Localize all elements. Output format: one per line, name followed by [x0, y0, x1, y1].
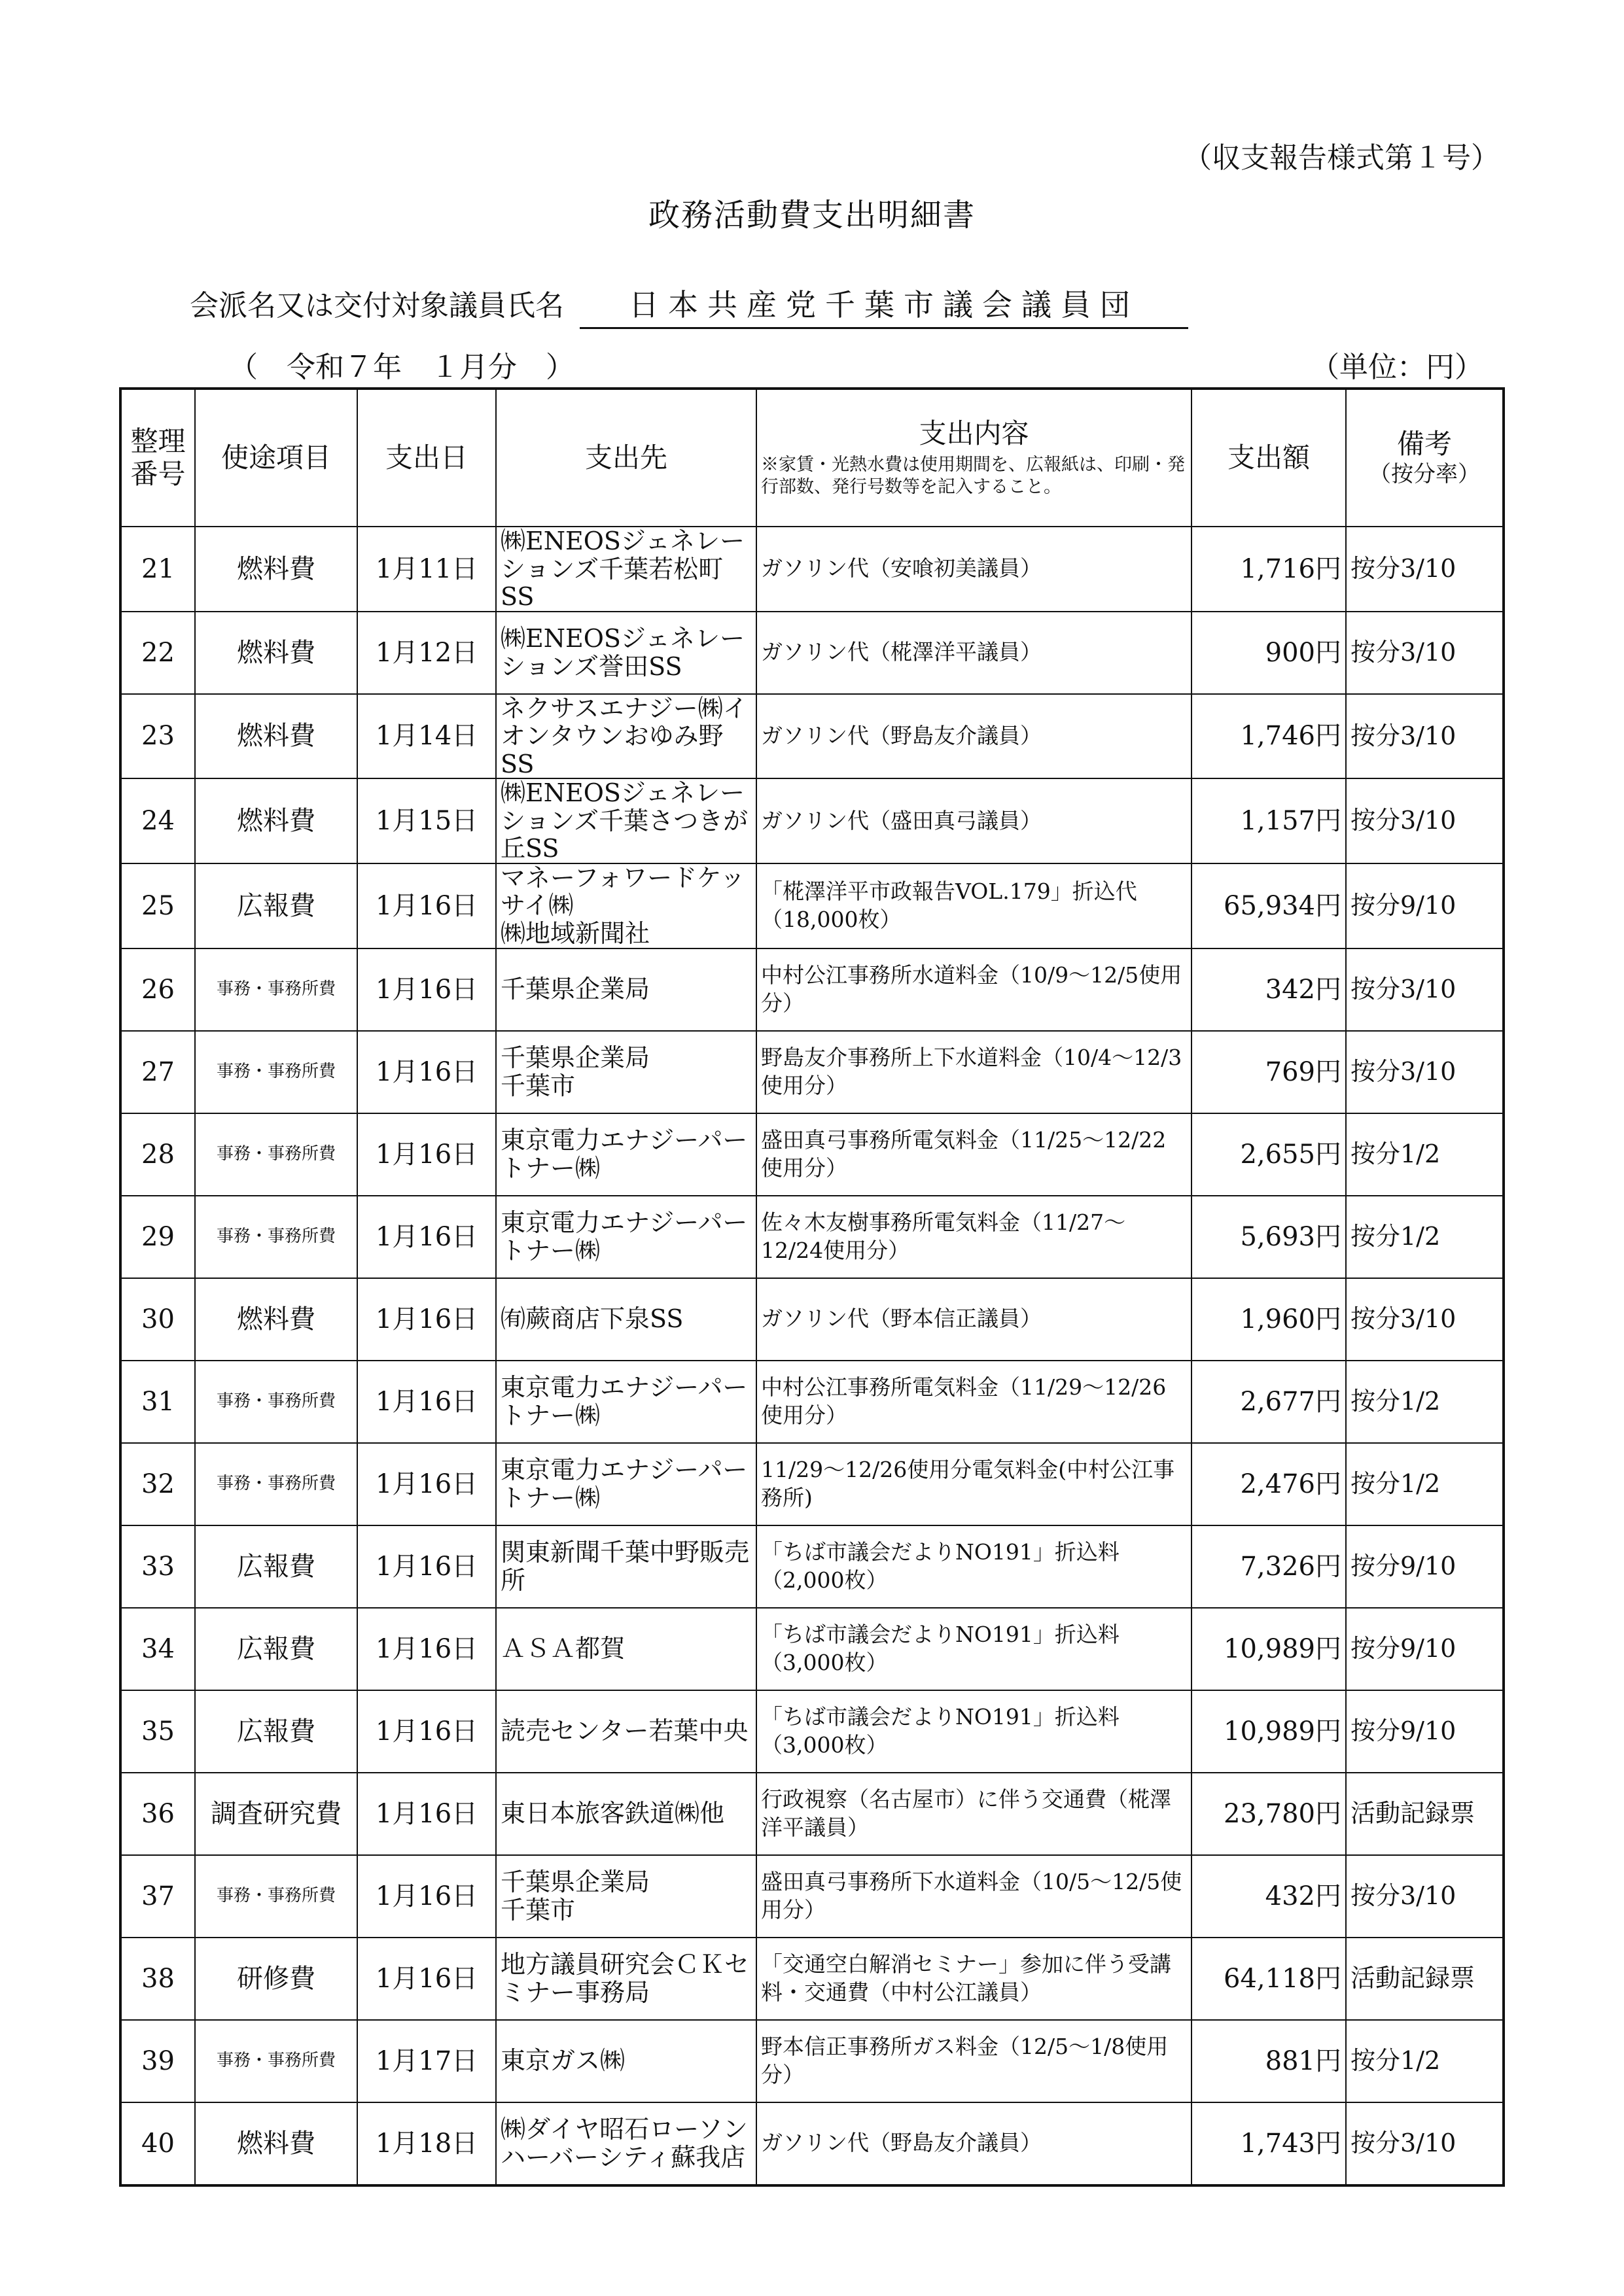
entry-content: 中村公江事務所電気料金（11/29～12/26使用分） — [756, 1361, 1192, 1443]
entry-category: 事務・事務所費 — [195, 1443, 357, 1525]
entry-amount: 23,780円 — [1192, 1773, 1346, 1855]
entry-category: 広報費 — [195, 1608, 357, 1690]
entry-date: 1月16日 — [357, 948, 496, 1031]
table-row — [120, 1443, 1504, 1525]
entry-remarks: 按分1/2 — [1346, 1361, 1504, 1443]
entry-amount: 1,743円 — [1192, 2102, 1346, 2185]
table-row — [120, 1031, 1504, 1113]
entry-date: 1月16日 — [357, 1690, 496, 1773]
entry-remarks: 按分3/10 — [1346, 948, 1504, 1031]
column-header-content-label: 支出内容 — [919, 417, 1029, 450]
entry-remarks: 活動記録票 — [1346, 1773, 1504, 1855]
column-header-remarks — [1346, 389, 1504, 527]
entry-date: 1月16日 — [357, 1773, 496, 1855]
entry-payee: 東京電力エナジーパートナー㈱ — [496, 1443, 756, 1525]
entry-number: 27 — [120, 1031, 195, 1113]
table-row — [120, 1855, 1504, 1938]
entry-amount: 1,746円 — [1192, 694, 1346, 779]
entry-amount: 1,157円 — [1192, 778, 1346, 863]
entry-remarks: 活動記録票 — [1346, 1938, 1504, 2020]
entry-number: 22 — [120, 612, 195, 694]
entry-category: 燃料費 — [195, 1278, 357, 1361]
entry-number: 21 — [120, 527, 195, 612]
entry-remarks: 按分1/2 — [1346, 1196, 1504, 1278]
entry-amount: 769円 — [1192, 1031, 1346, 1113]
entry-number: 40 — [120, 2102, 195, 2185]
entry-content: 「ちば市議会だよりNO191」折込料（3,000枚） — [756, 1690, 1192, 1773]
entry-remarks: 按分3/10 — [1346, 612, 1504, 694]
entry-payee: 関東新聞千葉中野販売所 — [496, 1525, 756, 1608]
entry-amount: 10,989円 — [1192, 1690, 1346, 1773]
entry-remarks: 按分9/10 — [1346, 1608, 1504, 1690]
entry-number: 35 — [120, 1690, 195, 1773]
entry-payee: ㈱ENEOSジェネレーションズ千葉さつきが丘SS — [496, 778, 756, 863]
entry-amount: 881円 — [1192, 2020, 1346, 2102]
table-body — [120, 527, 1504, 2185]
group-name: 日本共産党千葉市議会議員団 — [580, 281, 1188, 329]
entry-number: 28 — [120, 1113, 195, 1196]
entry-category: 事務・事務所費 — [195, 1031, 357, 1113]
entry-number: 24 — [120, 778, 195, 863]
column-header-amount: 支出額 — [1192, 389, 1346, 527]
entry-category: 研修費 — [195, 1938, 357, 2020]
entry-date: 1月16日 — [357, 1278, 496, 1361]
entry-remarks: 按分3/10 — [1346, 1031, 1504, 1113]
entry-payee: 読売センター若葉中央 — [496, 1690, 756, 1773]
entry-content: 「交通空白解消セミナー」参加に伴う受講料・交通費（中村公江議員） — [756, 1938, 1192, 2020]
entry-content: 盛田真弓事務所電気料金（11/25～12/22使用分） — [756, 1113, 1192, 1196]
entry-number: 37 — [120, 1855, 195, 1938]
table-row — [120, 612, 1504, 694]
table-row — [120, 1278, 1504, 1361]
entry-content: 「ちば市議会だよりNO191」折込料（3,000枚） — [756, 1608, 1192, 1690]
column-header-content-note: ※家賃・光熱水費は使用期間を、広報紙は、印刷・発行部数、発行号数等を記入すること。 — [761, 455, 1185, 498]
table-row — [120, 1361, 1504, 1443]
table-row — [120, 1773, 1504, 1855]
entry-date: 1月16日 — [357, 1113, 496, 1196]
table-row — [120, 1113, 1504, 1196]
entry-payee: 千葉県企業局 千葉市 — [496, 1031, 756, 1113]
table-row — [120, 863, 1504, 948]
entry-number: 33 — [120, 1525, 195, 1608]
table-row — [120, 1690, 1504, 1773]
entry-payee: 地方議員研究会ＣＫセミナー事務局 — [496, 1938, 756, 2020]
entry-payee: 東京ガス㈱ — [496, 2020, 756, 2102]
table-row — [120, 2102, 1504, 2185]
table-row — [120, 1608, 1504, 1690]
entry-amount: 10,989円 — [1192, 1608, 1346, 1690]
group-row — [190, 281, 1188, 329]
entry-remarks: 按分3/10 — [1346, 694, 1504, 779]
entry-payee: ㈱ENEOSジェネレーションズ千葉若松町SS — [496, 527, 756, 612]
entry-amount: 342円 — [1192, 948, 1346, 1031]
entry-category: 事務・事務所費 — [195, 1855, 357, 1938]
entry-number: 30 — [120, 1278, 195, 1361]
entry-category: 事務・事務所費 — [195, 1361, 357, 1443]
entry-remarks: 按分1/2 — [1346, 1443, 1504, 1525]
entry-content: ガソリン代（盛田真弓議員） — [756, 778, 1192, 863]
table-row — [120, 1196, 1504, 1278]
entry-number: 32 — [120, 1443, 195, 1525]
entry-remarks: 按分9/10 — [1346, 863, 1504, 948]
entry-payee: 東京電力エナジーパートナー㈱ — [496, 1196, 756, 1278]
entry-payee: 東京電力エナジーパートナー㈱ — [496, 1113, 756, 1196]
entry-remarks: 按分1/2 — [1346, 2020, 1504, 2102]
entry-payee: ㈱ENEOSジェネレーションズ誉田SS — [496, 612, 756, 694]
entry-date: 1月14日 — [357, 694, 496, 779]
entry-amount: 2,655円 — [1192, 1113, 1346, 1196]
entry-remarks: 按分3/10 — [1346, 527, 1504, 612]
entry-content: 「椛澤洋平市政報告VOL.179」折込代（18,000枚） — [756, 863, 1192, 948]
entry-remarks: 按分3/10 — [1346, 1278, 1504, 1361]
entry-number: 25 — [120, 863, 195, 948]
entry-date: 1月12日 — [357, 612, 496, 694]
column-header-payee: 支出先 — [496, 389, 756, 527]
entry-number: 23 — [120, 694, 195, 779]
column-header-remarks-sub: （按分率） — [1369, 461, 1480, 487]
entry-remarks: 按分9/10 — [1346, 1690, 1504, 1773]
entry-date: 1月16日 — [357, 1855, 496, 1938]
entry-date: 1月16日 — [357, 1938, 496, 2020]
entry-date: 1月16日 — [357, 1031, 496, 1113]
entry-number: 31 — [120, 1361, 195, 1443]
entry-category: 燃料費 — [195, 694, 357, 779]
entry-payee: 東京電力エナジーパートナー㈱ — [496, 1361, 756, 1443]
entry-payee: ＡＳＡ都賀 — [496, 1608, 756, 1690]
entry-content: ガソリン代（野島友介議員） — [756, 694, 1192, 779]
entry-amount: 64,118円 — [1192, 1938, 1346, 2020]
unit-label: （単位：円） — [1311, 351, 1483, 384]
entry-category: 広報費 — [195, 1525, 357, 1608]
entry-content: 行政視察（名古屋市）に伴う交通費（椛澤洋平議員） — [756, 1773, 1192, 1855]
entry-date: 1月16日 — [357, 1608, 496, 1690]
entry-remarks: 按分3/10 — [1346, 2102, 1504, 2185]
entry-payee: ㈱ダイヤ昭石ローソンハーバーシティ蘇我店 — [496, 2102, 756, 2185]
entry-content: ガソリン代（椛澤洋平議員） — [756, 612, 1192, 694]
entry-content: 11/29～12/26使用分電気料金(中村公江事務所) — [756, 1443, 1192, 1525]
entry-date: 1月18日 — [357, 2102, 496, 2185]
entry-category: 事務・事務所費 — [195, 1196, 357, 1278]
entry-category: 事務・事務所費 — [195, 1113, 357, 1196]
entry-remarks: 按分1/2 — [1346, 1113, 1504, 1196]
table-row — [120, 1525, 1504, 1608]
entry-remarks: 按分3/10 — [1346, 1855, 1504, 1938]
column-header-date: 支出日 — [357, 389, 496, 527]
entry-date: 1月15日 — [357, 778, 496, 863]
entry-payee: 東日本旅客鉄道㈱他 — [496, 1773, 756, 1855]
entry-number: 26 — [120, 948, 195, 1031]
report-period: （ 令和７年 １月分 ） — [229, 351, 574, 384]
entry-amount: 5,693円 — [1192, 1196, 1346, 1278]
entry-content: 盛田真弓事務所下水道料金（10/5～12/5使用分） — [756, 1855, 1192, 1938]
entry-date: 1月16日 — [357, 863, 496, 948]
entry-payee: ネクサスエナジー㈱イオンタウンおゆみ野SS — [496, 694, 756, 779]
entry-category: 燃料費 — [195, 612, 357, 694]
entry-remarks: 按分9/10 — [1346, 1525, 1504, 1608]
table-row — [120, 948, 1504, 1031]
table-row — [120, 1938, 1504, 2020]
entry-number: 29 — [120, 1196, 195, 1278]
column-header-no: 整理番号 — [120, 389, 195, 527]
column-header-category: 使途項目 — [195, 389, 357, 527]
entry-content: 野本信正事務所ガス料金（12/5～1/8使用分） — [756, 2020, 1192, 2102]
entry-amount: 7,326円 — [1192, 1525, 1346, 1608]
entry-amount: 432円 — [1192, 1855, 1346, 1938]
entry-amount: 900円 — [1192, 612, 1346, 694]
entry-payee: 千葉県企業局 — [496, 948, 756, 1031]
entry-payee: マネーフォワードケッサイ㈱ ㈱地域新聞社 — [496, 863, 756, 948]
entry-amount: 2,677円 — [1192, 1361, 1346, 1443]
entry-amount: 1,960円 — [1192, 1278, 1346, 1361]
entry-content: ガソリン代（野島友介議員） — [756, 2102, 1192, 2185]
table-row — [120, 2020, 1504, 2102]
entry-date: 1月16日 — [357, 1361, 496, 1443]
entry-category: 事務・事務所費 — [195, 948, 357, 1031]
expenditure-table — [119, 387, 1505, 2187]
entry-content: ガソリン代（野本信正議員） — [756, 1278, 1192, 1361]
entry-number: 39 — [120, 2020, 195, 2102]
column-header-remarks-label: 備考 — [1396, 428, 1452, 461]
entry-payee: ㈲蕨商店下泉SS — [496, 1278, 756, 1361]
entry-category: 調査研究費 — [195, 1773, 357, 1855]
entry-content: 佐々木友樹事務所電気料金（11/27～12/24使用分） — [756, 1196, 1192, 1278]
entry-date: 1月17日 — [357, 2020, 496, 2102]
entry-remarks: 按分3/10 — [1346, 778, 1504, 863]
form-number: （収支報告様式第１号） — [1183, 141, 1500, 175]
entry-amount: 2,476円 — [1192, 1443, 1346, 1525]
document-title: 政務活動費支出明細書 — [648, 197, 976, 234]
entry-amount: 1,716円 — [1192, 527, 1346, 612]
entry-number: 34 — [120, 1608, 195, 1690]
entry-category: 広報費 — [195, 863, 357, 948]
entry-payee: 千葉県企業局 千葉市 — [496, 1855, 756, 1938]
entry-date: 1月11日 — [357, 527, 496, 612]
entry-content: 「ちば市議会だよりNO191」折込料（2,000枚） — [756, 1525, 1192, 1608]
entry-content: 野島友介事務所上下水道料金（10/4～12/3使用分） — [756, 1031, 1192, 1113]
entry-amount: 65,934円 — [1192, 863, 1346, 948]
entry-category: 燃料費 — [195, 527, 357, 612]
entry-category: 燃料費 — [195, 778, 357, 863]
table-row — [120, 694, 1504, 779]
entry-category: 燃料費 — [195, 2102, 357, 2185]
entry-category: 事務・事務所費 — [195, 2020, 357, 2102]
entry-date: 1月16日 — [357, 1443, 496, 1525]
table-header-row — [120, 389, 1504, 527]
entry-category: 広報費 — [195, 1690, 357, 1773]
entry-content: ガソリン代（安喰初美議員） — [756, 527, 1192, 612]
table-row — [120, 778, 1504, 863]
column-header-content — [756, 389, 1192, 527]
entry-date: 1月16日 — [357, 1525, 496, 1608]
entry-number: 38 — [120, 1938, 195, 2020]
table-row — [120, 527, 1504, 612]
entry-content: 中村公江事務所水道料金（10/9～12/5使用分） — [756, 948, 1192, 1031]
entry-date: 1月16日 — [357, 1196, 496, 1278]
entry-number: 36 — [120, 1773, 195, 1855]
group-label: 会派名又は交付対象議員氏名 — [190, 289, 564, 322]
